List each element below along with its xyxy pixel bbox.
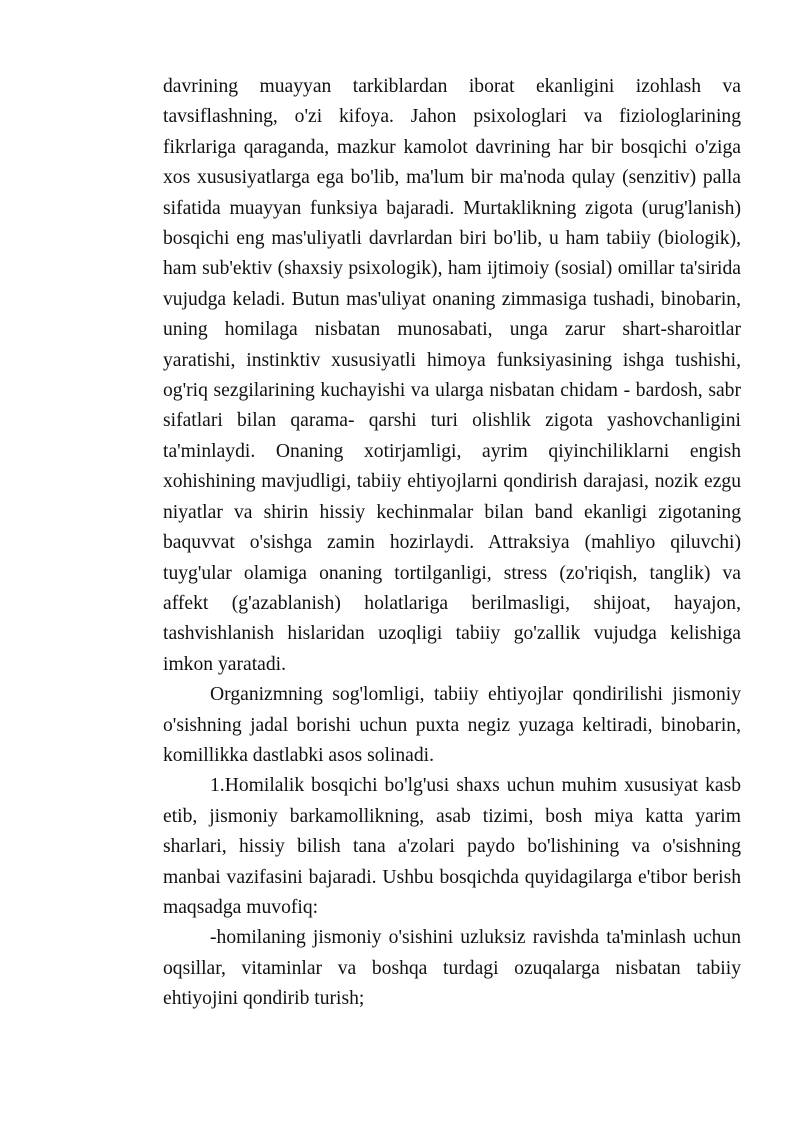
paragraph-3: 1.Homilalik bosqichi bo'lg'usi shaxs uchun muhim xususiyat kasb etib, jismoniy barkamollikning, asab tizimi, bosh miya katta yarim sharlari, hissiy bilish tana a'zolari paydo bo'lishining va o'sishning manbai vazifasini bajaradi. Ushbu bosqichda quyidagilarga e'tibor berish maqsadga muvofiq: xyxy=(163,775,741,918)
paragraph-2: Organizmning sog'lomligi, tabiiy ehtiyojlar qondirilishi jismoniy o'sishning jadal borishi uchun puxta negiz yuzaga keltiradi, binobarin, komillikka dastlabki asos solinadi. xyxy=(163,684,741,766)
paragraph-1: davrining muayyan tarkiblardan iborat ekanligini izohlash va tavsiflashning, o'zi kifoya. Jahon psixologlari va fiziologlarining fikrlariga qaraganda, mazkur kamolot davrining har bir bosqichi o'ziga xos xususiyatlarga ega bo'lib, ma'lum bir ma'noda qulay (senzitiv) palla sifatida muayyan funksiya bajaradi. Murtaklikning zigota (urug'lanish) bosqichi eng mas'uliyatli davrlardan biri bo'lib, u ham tabiiy (biologik), ham sub'ektiv (shaxsiy psixologik), ham ijtimoiy (sosial) omillar ta'sirida vujudga keladi. Butun mas'uliyat onaning zimmasiga tushadi, binobarin, uning homilaga nisbatan munosabati, unga zarur shart-sharoitlar yaratishi, instinktiv xususiyatli himoya funksiyasining ishga tushishi, og'riq sezgilarining kuchayishi va ularga nisbatan chidam - bardosh, sabr sifatlari bilan qarama- qarshi turi olishlik zigota yashovchanligini ta'minlaydi. Onaning xotirjamligi, ayrim qiyinchiliklarni engish xohishining mavjudligi, tabiiy ehtiyojlarni qondirish darajasi, nozik ezgu niyatlar va shirin hissiy kechinmalar bilan band ekanligi zigotaning baquvvat o'sishga zamin hozirlaydi. Attraksiya (mahliyo qiluvchi) tuyg'ular olamiga onaning tortilganligi, stress (zo'riqish, tanglik) va affekt (g'azablanish) holatlariga berilmasligi, shijoat, hayajon, tashvishlanish hislaridan uzoqligi tabiiy go'zallik vujudga kelishiga imkon yaratadi. xyxy=(163,76,741,675)
document-page xyxy=(163,72,741,1015)
paragraph-4: -homilaning jismoniy o'sishini uzluksiz ravishda ta'minlash uchun oqsillar, vitaminlar va boshqa turdagi ozuqalarga nisbatan tabiiy ehtiyojini qondirib turish; xyxy=(163,927,741,1010)
